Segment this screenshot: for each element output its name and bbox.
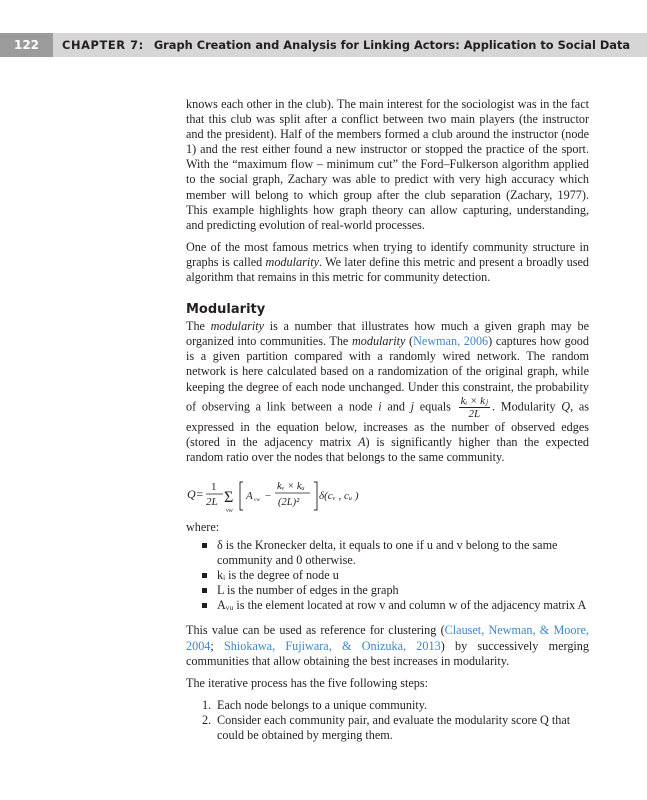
list-item: L is the number of edges in the graph	[202, 583, 589, 598]
eq-A-sub: vw	[254, 496, 261, 503]
eq-A: A	[246, 489, 253, 502]
paragraph-clustering: This value can be used as reference for clustering (Clauset, Newman, & Moore, 2004; Shiokawa, Fujiwara, & Onizuka, 2013) by successively merging communities that allow obtaining the best increases in modularity.	[186, 623, 589, 668]
paragraph-modularity-definition: The modularity is a number that illustrates how much a given graph may be organized into communities. The modularity (Newman, 2006) captures how good is a given partition compared with a randomly wired network. The random network is here calculated based on a randomization of the original graph, while keeping the degree of each node unchanged. Under this constraint, the probability of observing a link between a node i and j equals $\frac{\text{kᵢ × kⱼ}}{2L}$ . Modularity Q, as expressed in the equation below, increases as the number of observed edges (stored in the adjacency matrix A) is significantly higher than the expected random ratio over the nodes that belongs to the same community.	[186, 319, 590, 464]
inline-fraction: $\frac{\text{kᵢ × kⱼ}}{2L}$	[460, 394, 488, 420]
definition-list	[186, 538, 589, 613]
eq-coef-den: 2L	[206, 495, 218, 508]
running-header	[0, 33, 647, 57]
paragraph-steps-intro: The iterative process has the five following steps:	[186, 675, 428, 690]
list-item: kᵢ is the degree of node u	[202, 568, 589, 583]
eq-frac-den: (2L)²	[278, 496, 300, 508]
paragraph-modularity-intro: One of the most famous metrics when trying to identify community structure in graphs is called modularity. We later define this metric and present a broadly used algorithm that remains in this metric for community detection.	[186, 239, 590, 285]
paragraph-zachary: knows each other in the club). The main interest for the sociologist was in the fact that this club was split after a conflict between two main players (the instructor and the president). Half of the members formed a club around the instructor (node 1) and the rest either found a new instructor or stopped the practice of the sport. With the “maximum flow – minimum cut” the Ford–Fulkerson algorithm applied to the social graph, Zachary was able to predict with very high accuracy which member will belong to which group after the club separation (Zachary, 1977). This example highlights how graph theory can allow capturing, understanding, and predicting evolution of real-world processes.	[186, 97, 589, 232]
citation-link[interactable]: Shiokawa, Fujiwara, & Onizuka, 2013	[224, 638, 441, 653]
chapter-label: CHAPTER 7:	[62, 38, 144, 52]
list-item: 1. Each node belongs to a unique community.	[202, 697, 428, 712]
body-text	[186, 97, 589, 743]
eq-minus: −	[265, 489, 272, 502]
chapter-title: Graph Creation and Analysis for Linking Actors: Application to Social Data	[153, 38, 631, 52]
section-heading: Modularity	[186, 302, 266, 318]
eq-delta: δ(cᵥ , cᵤ )	[319, 489, 359, 502]
steps-list	[186, 698, 589, 743]
page-number: 122	[0, 33, 53, 57]
running-title	[62, 33, 630, 57]
eq-coef-num: 1	[211, 480, 217, 493]
eq-sum-sub: vw	[226, 507, 233, 514]
eq-lhs: Q=	[187, 486, 204, 501]
modularity-equation	[186, 472, 589, 514]
where-label: where:	[186, 519, 220, 534]
list-item: 2. Consider each community pair, and evaluate the modularity score Q that could be obtained by merging them.	[202, 712, 571, 742]
list-item: δ is the Kronecker delta, it equals to one if u and v belong to the same community and 0 otherwise.	[202, 538, 589, 568]
citation-link[interactable]: Clauset, Newman, & Moore, 2004	[186, 623, 589, 653]
citation-link[interactable]: Newman, 2006	[413, 334, 489, 349]
eq-frac-num: kᵥ × kᵤ	[277, 480, 305, 492]
eq-sigma: Σ	[224, 488, 234, 506]
list-item: Aᵥᵤ is the element located at row v and column w of the adjacency matrix A	[202, 598, 589, 613]
